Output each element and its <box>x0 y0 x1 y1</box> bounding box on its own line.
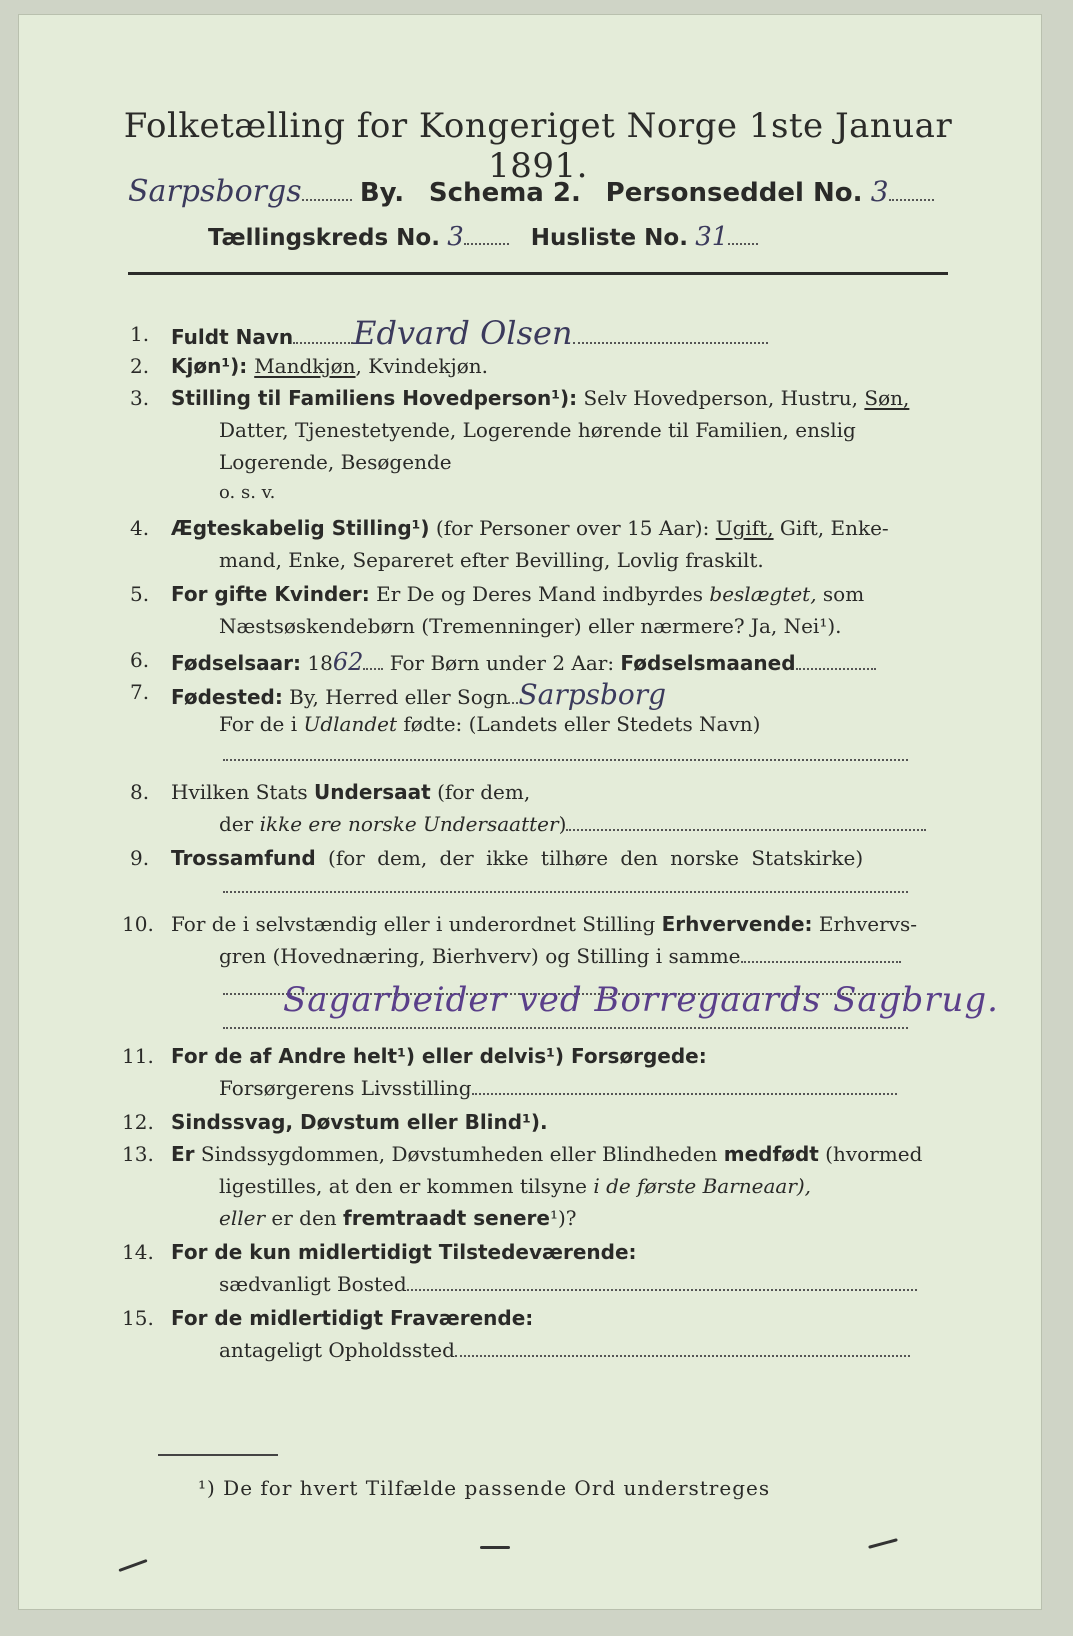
birth-month-label: Fødselsmaaned <box>620 651 796 675</box>
item-10-line-2 <box>219 944 901 968</box>
item-3-line-4: o. s. v. <box>219 482 276 503</box>
item-13-label-c: fremtraadt senere <box>343 1206 550 1230</box>
item-6-line <box>171 648 876 676</box>
item-number-8: 8. <box>130 780 150 804</box>
footnote: ¹) De for hvert Tilfælde passende Ord understreges <box>198 1476 771 1500</box>
item-5-text-c: som <box>816 582 865 606</box>
item-8-line-2 <box>219 812 926 836</box>
item-13-text-f: er den <box>265 1206 344 1230</box>
item-11-text: Forsørgerens Livsstilling <box>219 1076 472 1100</box>
item-8-text-b: (for dem, <box>430 780 531 804</box>
item-14-text: sædvanligt Bosted <box>219 1272 407 1296</box>
item-13-text-d: i de første Barneaar), <box>593 1174 812 1198</box>
item-number-1: 1. <box>130 322 150 346</box>
item-7-label: Fødested: <box>171 685 283 709</box>
personseddel-label: Personseddel No. <box>605 178 863 208</box>
item-5-label: For gifte Kvinder: <box>171 582 370 606</box>
corner-mark-center <box>480 1546 510 1549</box>
item-number-13: 13. <box>122 1142 154 1166</box>
item-8-text-a: Hvilken Stats <box>171 780 315 804</box>
item-10-text-c: gren (Hovednæring, Bierhverv) og Stilling i samme <box>219 944 741 968</box>
marital-selected: Ugift, <box>715 516 774 540</box>
birth-year-value: 62 <box>332 648 364 676</box>
birthplace-value: Sarpsborg <box>518 678 667 711</box>
husliste-number: 31 <box>695 222 729 252</box>
item-4-label: Ægteskabelig Stilling¹) <box>171 516 430 540</box>
item-7-blank-line <box>223 742 908 766</box>
item-number-10: 10. <box>122 912 154 936</box>
item-number-7: 7. <box>130 680 150 704</box>
corner-mark-right <box>868 1538 898 1549</box>
item-8-label: Undersaat <box>314 780 431 804</box>
item-13-text-c: ligestilles, at den er kommen tilsyne <box>219 1174 594 1198</box>
schema-label: Schema 2. <box>428 178 581 208</box>
item-13-line-3 <box>219 1206 577 1230</box>
item-7-text-d: Udlandet <box>303 712 398 736</box>
item-13-line-2 <box>219 1174 811 1198</box>
item-14-label: For de kun midlertidigt Tilstedeværende: <box>171 1240 637 1264</box>
item-13-text-b: (hvormed <box>818 1142 923 1166</box>
item-13-line-1 <box>171 1142 922 1166</box>
item-number-14: 14. <box>122 1240 154 1264</box>
item-5-text-a: Er De og Deres Mand indbyrdes <box>369 582 710 606</box>
item-8-line-1 <box>171 780 530 804</box>
header-rule <box>128 272 948 275</box>
item-3-label: Stilling til Familiens Hovedperson¹): <box>171 386 578 410</box>
item-9-blank-line <box>223 874 908 898</box>
item-6-text-c: For Børn under 2 Aar: <box>383 651 621 675</box>
item-4-text-a: (for Personer over 15 Aar): <box>429 516 716 540</box>
item-3-text-a: Selv Hovedperson, Hustru, <box>577 386 865 410</box>
item-number-6: 6. <box>130 648 150 672</box>
item-number-11: 11. <box>122 1044 154 1068</box>
item-4-text-c: Gift, Enke- <box>773 516 889 540</box>
item-15-label: For de midlertidigt Fraværende: <box>171 1306 534 1330</box>
item-13-text-g: ¹)? <box>549 1206 577 1230</box>
item-1-line <box>171 314 768 352</box>
item-2-line <box>171 354 488 378</box>
gender-selected: Mandkjøn <box>254 354 356 378</box>
item-5-line-1 <box>171 582 864 606</box>
occupation-value: Sagarbeider ved Borregaards Sagbrug. <box>283 980 999 1020</box>
item-3-line-2: Datter, Tjenestetyende, Logerende hørende til Familien, enslig <box>219 418 856 442</box>
item-3-line-1 <box>171 386 909 410</box>
item-5-text-b: beslægtet, <box>709 582 817 606</box>
item-15-line-1 <box>171 1306 533 1330</box>
item-8-text-d: ikke ere norske Undersaatter <box>259 812 559 836</box>
item-11-line-2 <box>219 1076 897 1100</box>
item-10-text-a: For de i selvstændig eller i underordnet Stilling <box>171 912 662 936</box>
item-7-text-a: By, Herred eller Sogn <box>282 685 509 709</box>
item-4-line-2: mand, Enke, Separeret efter Bevilling, Lovlig fraskilt. <box>219 548 764 572</box>
item-number-12: 12. <box>122 1110 154 1134</box>
item-14-line-1 <box>171 1240 637 1264</box>
form-title: Folketælling for Kongeriget Norge 1ste Januar 1891. <box>123 106 953 186</box>
item-number-4: 4. <box>130 516 150 540</box>
item-1-label: Fuldt Navn <box>171 325 294 349</box>
item-7-line-1 <box>171 678 666 711</box>
item-10-blank-line-2 <box>223 1010 908 1034</box>
census-form <box>18 14 1042 1610</box>
header-line-1 <box>128 174 934 209</box>
full-name-value: Edvard Olsen <box>353 314 573 352</box>
item-number-2: 2. <box>130 354 150 378</box>
item-10-line-1 <box>171 912 917 936</box>
item-8-text-e: ) <box>558 812 567 836</box>
item-3-line-3: Logerende, Besøgende <box>219 450 452 474</box>
item-2-label: Kjøn¹): <box>171 354 255 378</box>
header-line-2 <box>208 222 758 252</box>
item-12-line <box>171 1110 548 1134</box>
relation-selected: Søn, <box>864 386 910 410</box>
item-8-text-c: der <box>219 812 260 836</box>
gender-other: , Kvindekjøn. <box>355 354 489 378</box>
kreds-label: Tællingskreds No. <box>208 225 440 251</box>
item-13-text-e: eller <box>219 1206 266 1230</box>
item-11-line-1 <box>171 1044 707 1068</box>
item-10-label: Erhvervende: <box>661 912 813 936</box>
item-15-text: antageligt Opholdssted <box>219 1338 455 1362</box>
item-10-text-b: Erhvervs- <box>812 912 917 936</box>
item-11-label: For de af Andre helt¹) eller delvis¹) Forsørgede: <box>171 1044 707 1068</box>
kreds-number: 3 <box>447 222 464 252</box>
item-13-label-b: medfødt <box>723 1142 819 1166</box>
item-13-text-a: Sindssygdommen, Døvstumheden eller Blindheden <box>194 1142 724 1166</box>
item-5-line-2: Næstsøskendebørn (Tremenninger) eller nærmere? Ja, Nei¹). <box>219 614 842 638</box>
item-12-label: Sindssvag, Døvstum eller Blind¹). <box>171 1110 548 1134</box>
item-9-text: (for dem, der ikke tilhøre den norske Statskirke) <box>315 846 864 870</box>
item-number-9: 9. <box>130 846 150 870</box>
place-name: Sarpsborgs <box>128 174 302 209</box>
item-7-text-e: fødte: (Landets eller Stedets Navn) <box>397 712 761 736</box>
item-7-line-2 <box>219 712 760 736</box>
birth-year-prefix: 18 <box>301 651 333 675</box>
item-14-line-2 <box>219 1272 917 1296</box>
husliste-label: Husliste No. <box>530 225 688 251</box>
personseddel-number: 3 <box>870 175 889 208</box>
item-4-line-1 <box>171 516 889 540</box>
item-9-line <box>171 846 863 870</box>
item-9-label: Trossamfund <box>171 846 316 870</box>
item-13-label-a: Er <box>171 1142 195 1166</box>
item-number-5: 5. <box>130 582 150 606</box>
corner-mark-left <box>118 1559 147 1572</box>
by-label: By. <box>359 178 405 208</box>
footnote-rule <box>158 1454 278 1456</box>
item-number-3: 3. <box>130 386 150 410</box>
item-7-text-c: For de i <box>219 712 304 736</box>
item-number-15: 15. <box>122 1306 154 1330</box>
item-6-label: Fødselsaar: <box>171 651 301 675</box>
item-15-line-2 <box>219 1338 910 1362</box>
